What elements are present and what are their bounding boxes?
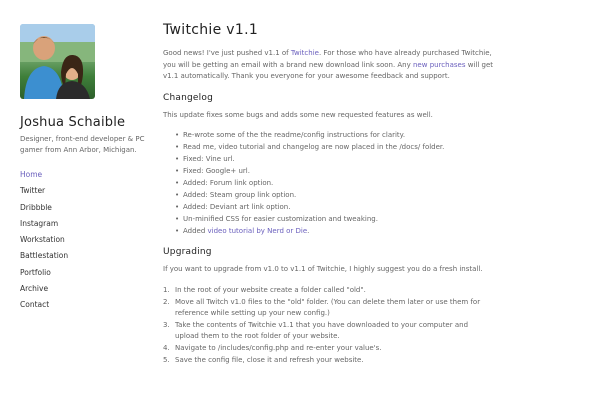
list-item: 4. Navigate to /includes/config.php and re-enter your value's. (163, 343, 382, 352)
list-item: • Read me, video tutorial and changelog are now placed in the /docs/ folder. (175, 141, 503, 153)
nav-item-contact[interactable]: Contact (20, 300, 50, 310)
author-name: Joshua Schaible (20, 115, 126, 130)
sidebar-nav (20, 167, 155, 314)
nav-item-home[interactable]: Home (20, 170, 43, 179)
upgrading-heading: Upgrading (163, 247, 212, 258)
list-item: • Re-wrote some of the the readme/config instructions for clarity. (175, 129, 503, 141)
change-prefix: Added (183, 227, 208, 236)
twitchie-link[interactable]: Twitchie (290, 49, 319, 57)
list-item: • Added: Deviant art link option. (175, 201, 503, 213)
step-text: Take the contents of Twitchie v1.1 that you have downloaded to your computer and upload them to the root folder of your website. (175, 320, 469, 341)
nav-item-twitter[interactable]: Twitter (20, 186, 46, 196)
list-item: • Fixed: Google+ url. (175, 165, 503, 177)
nav-item-dribbble[interactable]: Dribbble (20, 202, 52, 212)
post-content (163, 22, 503, 366)
new-purchases-link[interactable]: new purchases (413, 60, 466, 69)
changelog-heading: Changelog (163, 92, 213, 103)
intro-text-1: Good news! I've just pushed v1.1 of (163, 49, 291, 57)
author-bio: Designer, front-end developer & PC gamer from Ann Arbor, Michigan. (20, 135, 145, 154)
upgrading-intro: If you want to upgrade from v1.0 to v1.1 of Twitchie, I highly suggest you do a fresh install. (163, 265, 483, 274)
list-item: 2. Move all Twitch v1.0 files to the "old" folder. (You can delete them later or use them for reference while setting up your new config.) (163, 297, 481, 318)
post-intro (163, 48, 503, 83)
step-text: Navigate to /includes/config.php and re-enter your value's. (175, 343, 382, 352)
step-text: Move all Twitch v1.0 files to the "old" folder. (You can delete them later or use them for reference while setting up your new config.) (175, 297, 481, 318)
list-item: 3. Take the contents of Twitchie v1.1 that you have downloaded to your computer and upload them to the root folder of your website. (163, 320, 469, 341)
sidebar (20, 24, 155, 314)
list-item: 5. Save the config file, close it and refresh your website. (163, 355, 364, 364)
post-title: Twitchie v1.1 (163, 22, 259, 38)
nav-item-instagram[interactable]: Instagram (20, 218, 59, 228)
change-suffix: . (307, 227, 310, 236)
list-item: 1. In the root of your website create a folder called "old". (163, 285, 366, 294)
nav-item-battlestation[interactable]: Battlestation (20, 251, 69, 261)
intro-text-3: will get v1.1 automatically. Thank you everyone for your awesome feedback and support. (163, 60, 493, 81)
step-text: In the root of your website create a folder called "old". (175, 285, 366, 294)
list-item: • Un-minified CSS for easier customization and tweaking. (175, 213, 503, 225)
list-item: • Added: Forum link option. (175, 177, 503, 189)
changelog-intro: This update fixes some bugs and adds some new requested features as well. (163, 110, 433, 119)
avatar-photo (20, 24, 95, 99)
intro-text-2: . For those who have already purchased Twitchie, you will be getting an email with a brand new download link soon. Any (163, 49, 492, 69)
changelog-list (175, 129, 503, 237)
list-item: • Added: Steam group link option. (175, 189, 503, 201)
upgrade-steps-list (163, 285, 503, 366)
nav-item-archive[interactable]: Archive (20, 284, 49, 294)
nav-item-portfolio[interactable]: Portfolio (20, 267, 51, 277)
nav-item-workstation[interactable]: Workstation (20, 235, 65, 245)
list-item (175, 225, 503, 237)
step-text: Save the config file, close it and refresh your website. (175, 355, 364, 364)
list-item: • Fixed: Vine url. (175, 153, 503, 165)
video-tutorial-link[interactable]: video tutorial by Nerd or Die (207, 227, 308, 236)
avatar[interactable] (20, 24, 95, 99)
